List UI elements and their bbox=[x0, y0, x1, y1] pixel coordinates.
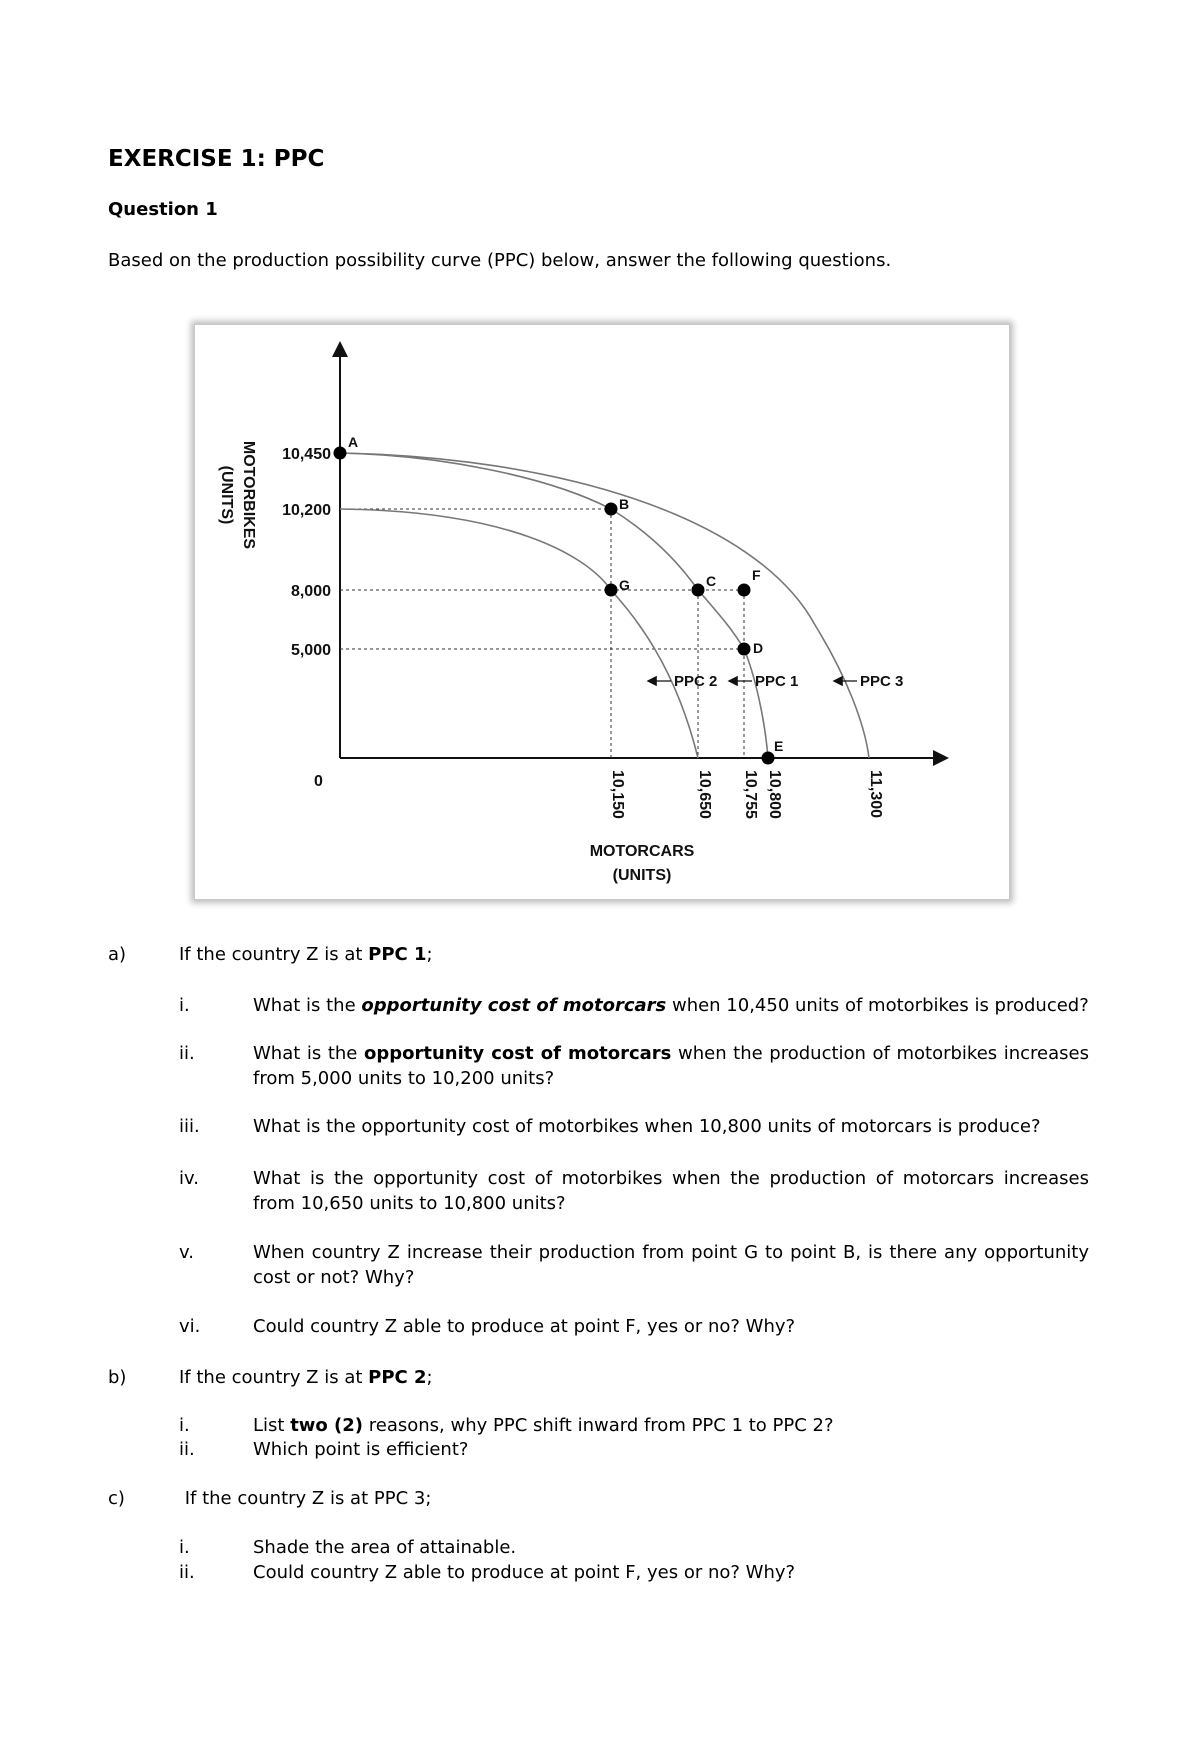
curve-label-ppc-2: PPC 2 bbox=[674, 673, 718, 690]
curve-label-ppc-1: PPC 1 bbox=[755, 673, 799, 690]
question-heading: Question 1 bbox=[108, 199, 218, 220]
section-b-heading bbox=[179, 1365, 433, 1390]
y-axis-title-line2: (UNITS) bbox=[218, 465, 235, 525]
x-tick-label-3: 10,800 bbox=[766, 770, 783, 819]
item-a-i-bold: opportunity cost of motorcars bbox=[361, 995, 667, 1016]
section-a-text: If the country Z is at bbox=[179, 944, 369, 965]
section-c-heading: If the country Z is at PPC 3; bbox=[179, 1488, 432, 1509]
item-b-i-pre: List bbox=[253, 1415, 291, 1436]
point-e bbox=[762, 752, 775, 765]
section-b-label: b) bbox=[108, 1367, 127, 1388]
item-a-iv-num: iv. bbox=[179, 1168, 199, 1189]
item-a-v-num: v. bbox=[179, 1242, 194, 1263]
curve-label-ppc-3: PPC 3 bbox=[860, 673, 904, 690]
item-c-i-num: i. bbox=[179, 1537, 190, 1558]
x-tick-label-1: 10,650 bbox=[696, 770, 713, 819]
point-f bbox=[738, 584, 751, 597]
y-tick-label-2: 8,000 bbox=[290, 583, 331, 600]
item-c-ii-num: ii. bbox=[179, 1562, 195, 1583]
y-tick-label-0: 10,450 bbox=[282, 446, 331, 463]
page-title: EXERCISE 1: PPC bbox=[108, 146, 325, 172]
point-b bbox=[605, 503, 618, 516]
series-curve-ppc-1 bbox=[340, 453, 768, 758]
item-a-i-pre: What is the bbox=[253, 995, 362, 1016]
x-axis-title-line2: (UNITS) bbox=[612, 867, 672, 884]
item-a-iii: What is the opportunity cost of motorbikes when 10,800 units of motorcars is produce? bbox=[253, 1116, 1041, 1137]
x-tick-label-0: 10,150 bbox=[609, 770, 626, 819]
item-a-ii-post: when the production of motorbikes increases from 5,000 units to 10,200 units? bbox=[253, 1043, 1089, 1089]
item-b-i-num: i. bbox=[179, 1415, 190, 1436]
item-b-i-post: reasons, why PPC shift inward from PPC 1 to PPC 2? bbox=[363, 1415, 834, 1436]
item-b-i-bold: two (2) bbox=[290, 1415, 364, 1436]
point-d bbox=[738, 643, 751, 656]
item-b-ii-num: ii. bbox=[179, 1439, 195, 1460]
point-g bbox=[605, 584, 618, 597]
item-a-ii-num: ii. bbox=[179, 1043, 195, 1064]
series-curve-ppc-2 bbox=[340, 509, 698, 758]
question-intro: Based on the production possibility curve (PPC) below, answer the following questions. bbox=[108, 250, 892, 271]
item-a-i bbox=[253, 993, 1089, 1018]
point-label-d: D bbox=[753, 640, 764, 656]
point-label-b: B bbox=[619, 496, 630, 512]
point-label-g: G bbox=[619, 577, 630, 593]
point-label-e: E bbox=[774, 738, 784, 754]
section-b-text: If the country Z is at bbox=[179, 1367, 369, 1388]
point-c bbox=[692, 584, 705, 597]
section-b-post: ; bbox=[426, 1367, 433, 1388]
point-label-f: F bbox=[752, 567, 761, 583]
y-axis-title bbox=[218, 441, 257, 549]
point-a bbox=[334, 447, 347, 460]
x-tick-label-4: 11,300 bbox=[867, 770, 884, 819]
item-a-vi: Could country Z able to produce at point F, yes or no? Why? bbox=[253, 1316, 796, 1337]
section-a-label: a) bbox=[108, 944, 127, 965]
item-a-iv: What is the opportunity cost of motorbikes when the production of motorcars increases from 10,650 units to 10,800 units? bbox=[253, 1168, 1089, 1214]
section-c-label: c) bbox=[108, 1488, 125, 1509]
section-a-post: ; bbox=[426, 944, 433, 965]
item-a-iii-num: iii. bbox=[179, 1116, 200, 1137]
series-curve-ppc-3 bbox=[340, 453, 869, 758]
item-b-ii: Which point is efficient? bbox=[253, 1439, 469, 1460]
item-a-i-num: i. bbox=[179, 995, 190, 1016]
item-a-vi-num: vi. bbox=[179, 1316, 201, 1337]
y-tick-label-1: 10,200 bbox=[282, 502, 331, 519]
section-b-bold: PPC 2 bbox=[368, 1367, 427, 1388]
item-a-ii-pre: What is the bbox=[253, 1043, 364, 1064]
origin-label: 0 bbox=[314, 773, 323, 790]
section-a-heading bbox=[179, 942, 433, 967]
y-tick-label-3: 5,000 bbox=[290, 642, 331, 659]
section-a-bold: PPC 1 bbox=[368, 944, 427, 965]
item-a-v: When country Z increase their production from point G to point B, is there any opportunity cost or not? Why? bbox=[253, 1242, 1089, 1288]
item-a-i-post: when 10,450 units of motorbikes is produced? bbox=[666, 995, 1089, 1016]
item-c-i: Shade the area of attainable. bbox=[253, 1537, 517, 1558]
point-label-a: A bbox=[348, 434, 359, 450]
x-tick-label-2: 10,755 bbox=[742, 770, 759, 819]
item-b-i bbox=[253, 1413, 1089, 1438]
ppc-figure bbox=[194, 324, 1010, 900]
ppc-chart bbox=[195, 325, 1009, 899]
item-a-ii-bold: opportunity cost of motorcars bbox=[363, 1043, 672, 1064]
point-label-c: C bbox=[706, 573, 717, 589]
item-c-ii: Could country Z able to produce at point F, yes or no? Why? bbox=[253, 1562, 796, 1583]
y-axis-title-line1: MOTORBIKES bbox=[240, 440, 257, 550]
item-a-ii bbox=[253, 1041, 1089, 1091]
x-axis-title-line1: MOTORCARS bbox=[589, 843, 695, 860]
